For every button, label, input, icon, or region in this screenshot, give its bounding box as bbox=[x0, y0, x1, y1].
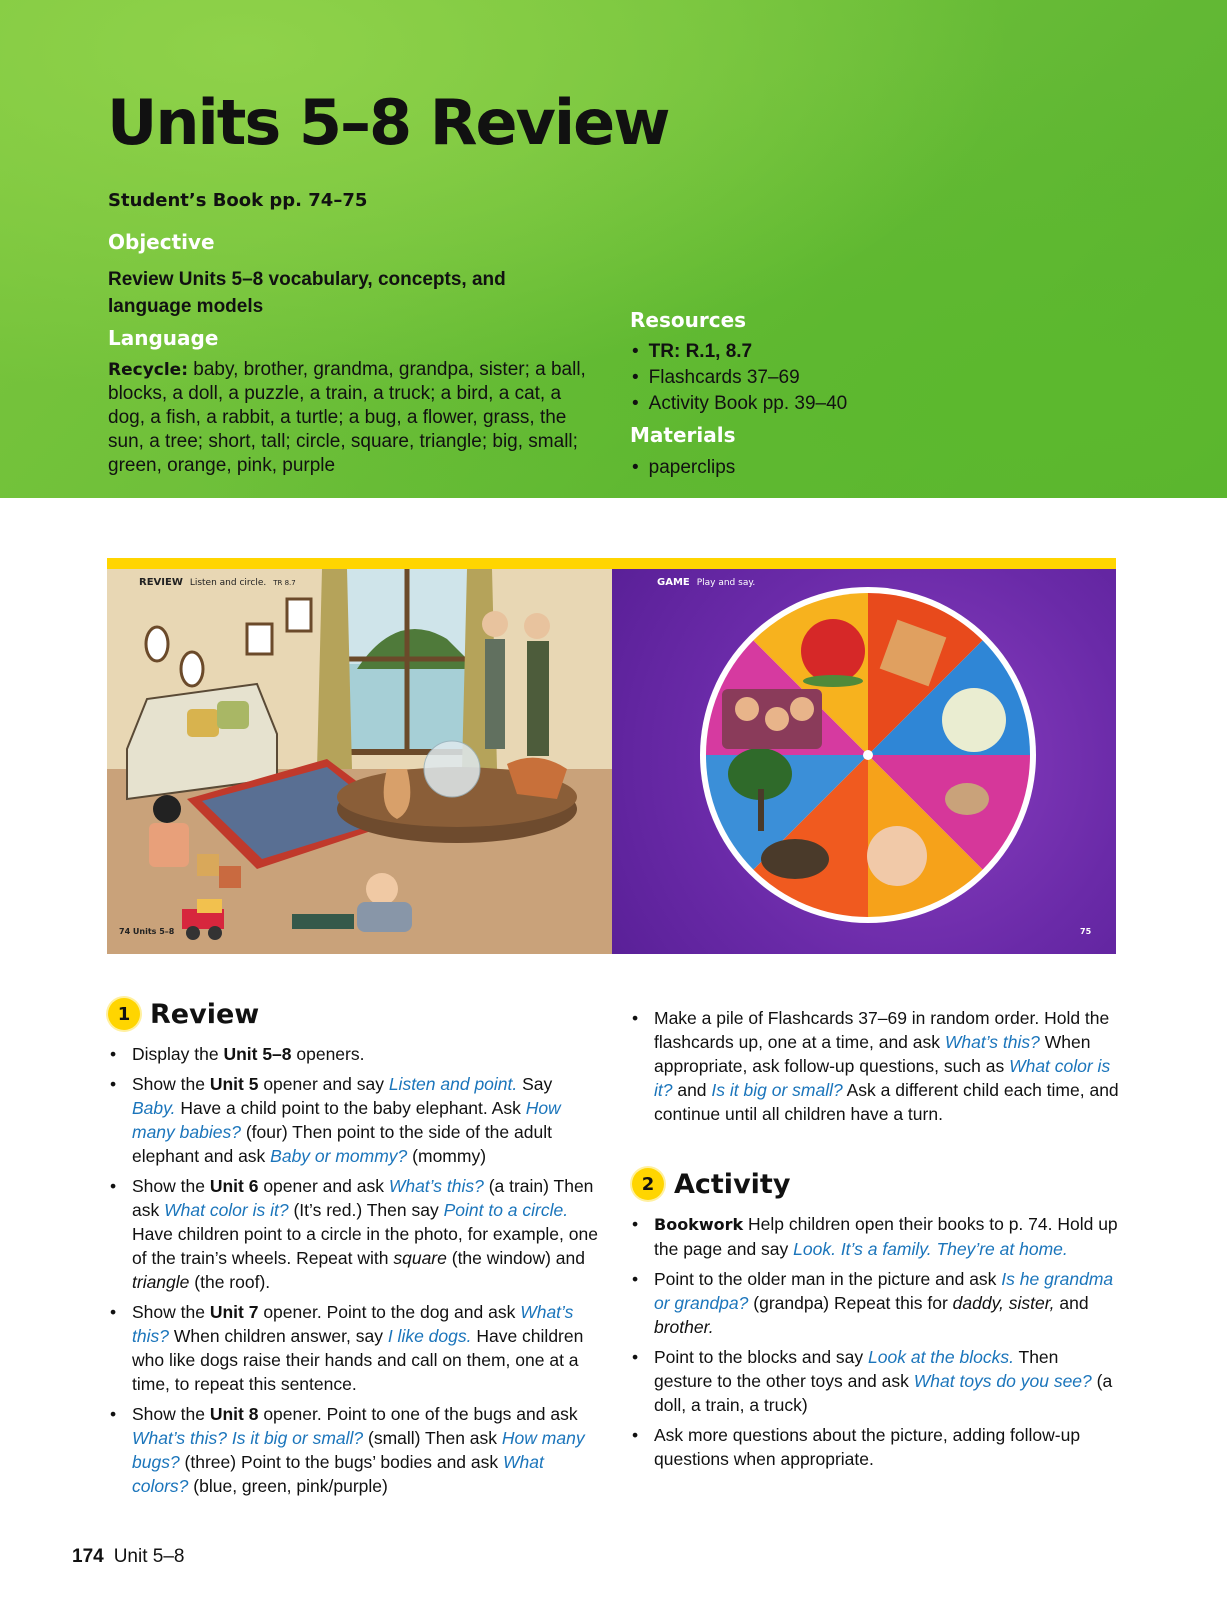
review-item bbox=[108, 1174, 598, 1294]
teacher-prompt: Look at the blocks. bbox=[868, 1347, 1014, 1367]
step-number: 2 bbox=[632, 1168, 664, 1200]
bookwork-label: Bookwork bbox=[654, 1215, 744, 1234]
activity-title: Activity bbox=[674, 1168, 791, 1200]
recycle-text bbox=[108, 358, 588, 478]
vocab-word: triangle bbox=[132, 1272, 190, 1292]
text: Make a pile of Flashcards 37–69 in random order. Hold the flashcards up, one at a time, and ask bbox=[654, 1008, 1110, 1052]
materials-label: Materials bbox=[630, 423, 736, 447]
teacher-prompt: What colors? bbox=[132, 1452, 544, 1496]
teacher-prompt: What toys do you see? bbox=[913, 1371, 1092, 1391]
teacher-prompt: What’s this? bbox=[388, 1176, 484, 1196]
resource-item bbox=[632, 365, 847, 391]
text: (the window) and bbox=[446, 1248, 586, 1268]
text: Point to the blocks and say bbox=[654, 1347, 869, 1367]
text: Show the bbox=[132, 1176, 210, 1196]
material-text: paperclips bbox=[648, 457, 736, 478]
activity-item bbox=[630, 1212, 1120, 1261]
teacher-prompt: Look. It’s a family. They’re at home. bbox=[793, 1239, 1068, 1259]
activity-item bbox=[630, 1423, 1120, 1471]
unit-label: Unit 5 bbox=[209, 1074, 259, 1094]
text: (It’s red.) Then say bbox=[288, 1200, 444, 1220]
text: When appropriate, ask follow-up questions, such as bbox=[654, 1032, 1091, 1076]
text: Have children who like dogs raise their hands and call on them, one at a time, to repeat this sentence. bbox=[132, 1326, 584, 1394]
right-page-footer: 75 bbox=[1080, 927, 1092, 936]
text: (the roof). bbox=[189, 1272, 271, 1292]
unit-label: Unit 6 bbox=[209, 1176, 259, 1196]
text: opener. Point to the dog and ask bbox=[258, 1302, 521, 1322]
resource-item bbox=[632, 391, 847, 417]
resource-text: Activity Book pp. 39–40 bbox=[648, 393, 848, 414]
game-tag: GAME bbox=[657, 577, 690, 588]
resources-list bbox=[632, 339, 847, 417]
text: (three) Point to the bugs’ bodies and ask bbox=[179, 1452, 503, 1472]
resource-text: TR: R.1, 8.7 bbox=[648, 341, 753, 362]
text: openers. bbox=[291, 1044, 365, 1064]
review-item bbox=[108, 1042, 598, 1066]
text: (small) Then ask bbox=[363, 1428, 502, 1448]
activity-list bbox=[630, 1212, 1120, 1477]
vocab-word: square bbox=[393, 1248, 447, 1268]
text: (mommy) bbox=[407, 1146, 487, 1166]
vocab-word: brother. bbox=[654, 1317, 714, 1337]
unit-label: Unit 7 bbox=[209, 1302, 259, 1322]
text: and bbox=[1054, 1293, 1089, 1313]
materials-list bbox=[632, 455, 735, 481]
material-item bbox=[632, 455, 735, 481]
text: and bbox=[672, 1080, 712, 1100]
language-label: Language bbox=[108, 326, 219, 350]
text: Show the bbox=[132, 1302, 210, 1322]
vocab-word: daddy, sister, bbox=[952, 1293, 1055, 1313]
text: (blue, green, pink/purple) bbox=[188, 1476, 388, 1496]
teacher-prompt: Is it big or small? bbox=[711, 1080, 843, 1100]
student-book-pages: Student’s Book pp. 74–75 bbox=[108, 190, 368, 211]
activity-heading bbox=[632, 1168, 790, 1200]
activity-item bbox=[630, 1345, 1120, 1417]
recycle-label: Recycle: bbox=[108, 360, 189, 380]
text: Ask a different child each time, and continue until all children have a turn. bbox=[654, 1080, 1119, 1124]
review-list bbox=[108, 1042, 598, 1504]
text: (a train) Then ask bbox=[132, 1176, 594, 1220]
student-book-spread bbox=[107, 558, 1116, 954]
resource-item bbox=[632, 339, 847, 365]
text: (four) Then point to the side of the adult elephant and ask bbox=[132, 1122, 552, 1166]
text: Then gesture to the other toys and ask bbox=[654, 1347, 1059, 1391]
right-page-instruction: Play and say. bbox=[696, 578, 756, 588]
teacher-prompt: Baby or mommy? bbox=[270, 1146, 408, 1166]
unit-label: Unit 8 bbox=[209, 1404, 259, 1424]
review-heading bbox=[108, 998, 259, 1030]
left-page-instruction: Listen and circle. bbox=[189, 578, 267, 588]
track-number: TR 8.7 bbox=[273, 579, 296, 587]
text: Show the bbox=[132, 1074, 210, 1094]
review-item bbox=[630, 1006, 1120, 1126]
objective-text: Review Units 5–8 vocabulary, concepts, and language models bbox=[108, 269, 506, 317]
teacher-prompt: What’s this? bbox=[944, 1032, 1040, 1052]
review-item bbox=[108, 1402, 598, 1498]
teacher-prompt: What color is it? bbox=[164, 1200, 289, 1220]
review-item bbox=[108, 1300, 598, 1396]
recycle-words: baby, brother, grandma, grandpa, sister; a ball, blocks, a doll, a puzzle, a train, a truck; a bird, a cat, a dog, a fish, a rabbit, a turtle; a bug, a flower, grass, the sun, a tree; short, tall; circle, square, triangle; big, small; green, orange, pink, purple bbox=[108, 359, 586, 476]
step-number: 1 bbox=[108, 998, 140, 1030]
teacher-prompt: How many babies? bbox=[132, 1098, 561, 1142]
teacher-prompt: Point to a circle. bbox=[443, 1200, 569, 1220]
text: When children answer, say bbox=[168, 1326, 388, 1346]
left-page-tag bbox=[139, 577, 296, 588]
text: Say bbox=[517, 1074, 553, 1094]
page-75-spinner-game bbox=[612, 569, 1116, 954]
resource-text: Flashcards 37–69 bbox=[648, 367, 800, 388]
header-banner bbox=[0, 0, 1227, 498]
review-item bbox=[108, 1072, 598, 1168]
objective-label: Objective bbox=[108, 230, 215, 254]
teacher-prompt: I like dogs. bbox=[387, 1326, 472, 1346]
unit-label: Unit 5–8 bbox=[223, 1044, 292, 1064]
text: Have a child point to the baby elephant. Ask bbox=[175, 1098, 526, 1118]
teacher-prompt: What’s this? Is it big or small? bbox=[132, 1428, 364, 1448]
activity-item bbox=[630, 1267, 1120, 1339]
text: Display the bbox=[132, 1044, 224, 1064]
page-74-illustration bbox=[107, 569, 612, 954]
review-title: Review bbox=[150, 998, 260, 1030]
living-room-illustration bbox=[107, 569, 612, 954]
page-footer bbox=[72, 1546, 184, 1568]
teacher-prompt: Is he grandma or grandpa? bbox=[654, 1269, 1114, 1313]
teacher-prompt: How many bugs? bbox=[132, 1428, 585, 1472]
teacher-prompt: Baby. bbox=[132, 1098, 176, 1118]
text: opener. Point to one of the bugs and ask bbox=[258, 1404, 578, 1424]
text: Have children point to a circle in the photo, for example, one of the train’s wheels. Repeat with bbox=[132, 1224, 598, 1268]
footer-unit: Unit 5–8 bbox=[113, 1546, 185, 1567]
teacher-prompt: Listen and point. bbox=[388, 1074, 518, 1094]
yellow-strip bbox=[107, 558, 1116, 569]
text: opener and ask bbox=[258, 1176, 389, 1196]
text: (a doll, a train, a truck) bbox=[654, 1371, 1113, 1415]
resources-label: Resources bbox=[630, 308, 747, 332]
text: Point to the older man in the picture and ask bbox=[654, 1269, 1002, 1289]
review-list-continued bbox=[630, 1006, 1120, 1132]
text: Ask more questions about the picture, adding follow-up questions when appropriate. bbox=[654, 1425, 1081, 1469]
text: (grandpa) Repeat this for bbox=[748, 1293, 953, 1313]
spinner-wheel bbox=[612, 569, 1116, 954]
page-number: 174 bbox=[72, 1546, 104, 1567]
text: Show the bbox=[132, 1404, 210, 1424]
right-page-tag bbox=[657, 577, 755, 588]
teacher-prompt: What color is it? bbox=[654, 1056, 1111, 1100]
left-page-footer: 74 Units 5–8 bbox=[119, 927, 175, 936]
text: Help children open their books to p. 74. Hold up the page and say bbox=[654, 1214, 1118, 1259]
text: opener and say bbox=[258, 1074, 389, 1094]
review-tag: REVIEW bbox=[139, 577, 183, 588]
teacher-prompt: What’s this? bbox=[132, 1302, 574, 1346]
page-title: Units 5–8 Review bbox=[107, 86, 669, 159]
